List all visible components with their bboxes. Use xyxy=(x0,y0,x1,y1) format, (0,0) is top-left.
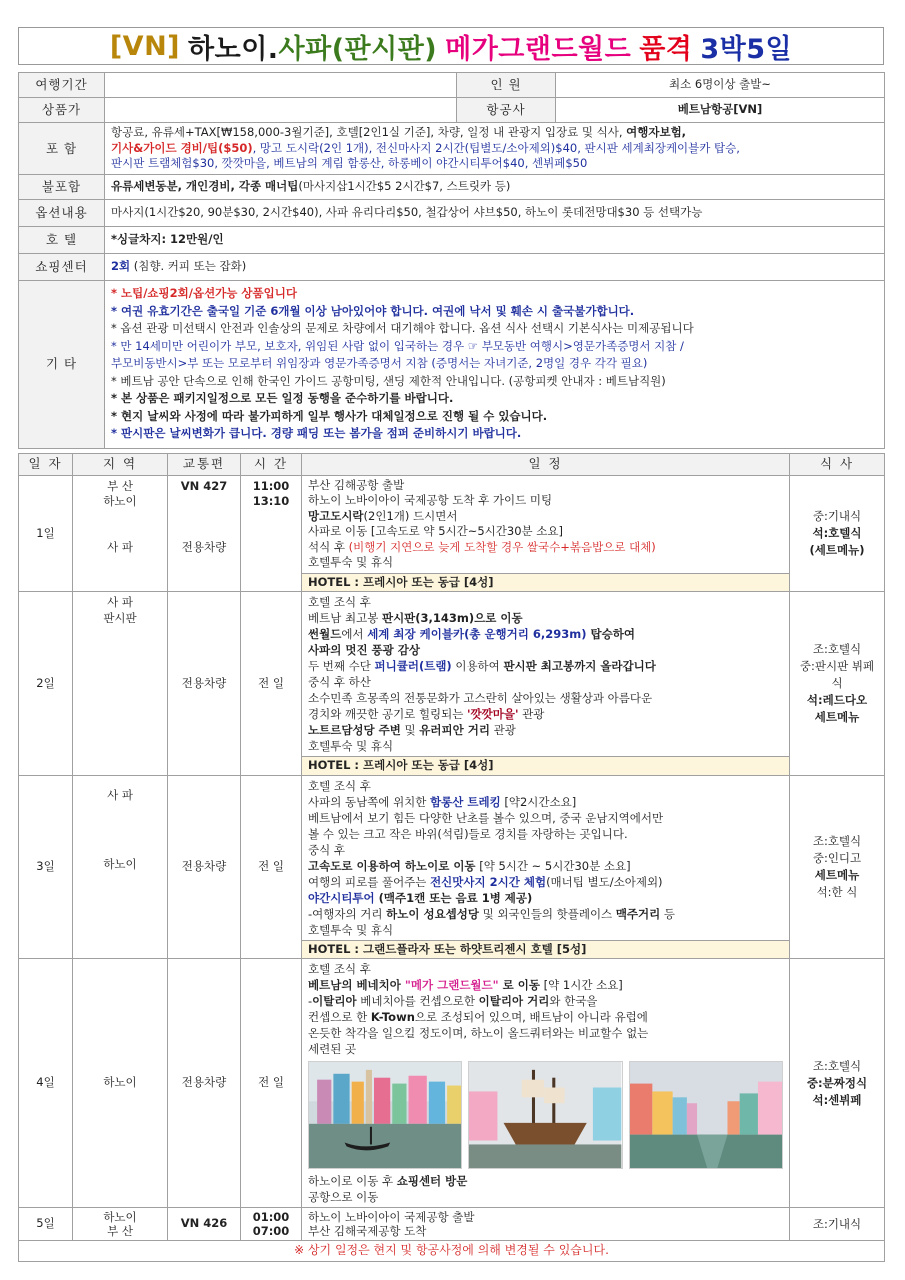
etc-note: * 판시판은 날씨변화가 큽니다. 경량 패딩 또는 봄가을 점퍼 준비하시기 바랍니다. xyxy=(111,426,522,441)
day4-region: 하노이 xyxy=(73,959,168,1208)
day5-label: 5일 xyxy=(19,1208,73,1241)
airline-label: 항공사 xyxy=(457,98,556,123)
day3-region: 사 파 하노이 xyxy=(73,775,168,959)
day5-transport: VN 426 xyxy=(168,1208,241,1241)
people-label: 인 원 xyxy=(457,73,556,98)
itinerary-page xyxy=(18,27,884,1262)
etc-note: * 만 14세미만 어린이가 부모, 보호자, 위임된 사람 없이 입국하는 경우 ☞ 부모동반 여행시>영문가족증명서 지참 / xyxy=(111,338,684,353)
etc-note: * 현지 날씨와 사정에 따라 불가피하게 일부 행사가 대체일정으로 진행 될 수 있습니다. xyxy=(111,408,548,423)
footnote-row xyxy=(19,1241,885,1262)
day2-transport: 전용차량 xyxy=(168,592,241,776)
day1-time: 11:00 13:10 xyxy=(241,475,302,592)
day3-transport: 전용차량 xyxy=(168,775,241,959)
ship-photo xyxy=(468,1061,622,1169)
day3-meal: 조:호텔식 중:인디고 세트메뉴 석:한 식 xyxy=(790,775,885,959)
day5-row xyxy=(19,1208,885,1241)
header-transport: 교통편 xyxy=(168,453,241,475)
shop-label: 쇼핑센터 xyxy=(19,253,105,280)
day2-region: 사 파 판시판 xyxy=(73,592,168,776)
info-table xyxy=(18,72,885,449)
day5-region: 하노이 부 산 xyxy=(73,1208,168,1241)
day3-time: 전 일 xyxy=(241,775,302,959)
title-hanoi: 하노이. xyxy=(188,33,279,65)
product-label: 상품가 xyxy=(19,98,105,123)
day3-label: 3일 xyxy=(19,775,73,959)
exclude-value: 유류세변동분, 개인경비, 각종 매너팁(마사지삽1시간$5 2시간$7, 스트릿카 등) xyxy=(105,174,885,199)
day1-schedule: 부산 김해공항 출발 하노이 노바이아이 국제공항 도착 후 가이드 미팅 망고도시락(2인1개) 드시면서 사파로 이동 [고속도로 약 5시간~5시간30분 소요] 석식 후 (비행기 지연으로 늦게 도착할 경우 쌀국수+볶음밥으로 대체) 호텔투숙 및 휴식 xyxy=(302,475,790,573)
exclude-label: 불포함 xyxy=(19,174,105,199)
header-schedule: 일 정 xyxy=(302,453,790,475)
day1-row xyxy=(19,475,885,573)
page-title xyxy=(18,27,884,65)
day4-row xyxy=(19,959,885,1208)
option-value: 마사지(1시간$20, 90분$30, 2시간$40), 사파 유리다리$50, 철갑상어 샤브$50, 하노이 롯데전망대$30 등 선택가능 xyxy=(105,199,885,226)
megagrandworld-photos xyxy=(308,1061,783,1169)
period-label: 여행기간 xyxy=(19,73,105,98)
day3-hotel: HOTEL : 그랜드플라자 또는 하얏트리젠시 호텔 [5성] xyxy=(302,940,790,959)
exclude-row xyxy=(19,174,885,199)
header-day: 일 자 xyxy=(19,453,73,475)
footnote: ※ 상기 일정은 현지 및 항공사정에 의해 변경될 수 있습니다. xyxy=(19,1241,885,1262)
day1-hotel: HOTEL : 프레시아 또는 동급 [4성] xyxy=(302,573,790,592)
day4-time: 전 일 xyxy=(241,959,302,1208)
airline-value: 베트남항공[VN] xyxy=(556,98,885,123)
shop-row xyxy=(19,253,885,280)
title-megagrandworld: 메가그랜드월드 xyxy=(445,33,632,65)
day2-schedule: 호텔 조식 후 베트남 최고봉 판시판(3,143m)으로 이동 썬월드에서 세계 최장 케이블카(총 운행거리 6,293m) 탑승하여 사파의 멋진 풍광 감상 두 번째 수단 퍼니큘러(트램) 이용하여 판시판 최고봉까지 올라갑니다 중식 후 하산 소수민족 흐몽족의 전통문화가 고스란히 살아있는 생활상과 아름다운 경치와 깨끗한 공기로 힐링되는 '깟깟마을' 관광 노트르담성당 주변 및 유러피안 거리 관광 호텔투숙 및 휴식 xyxy=(302,592,790,757)
product-value xyxy=(105,98,457,123)
day2-meal: 조:호텔식 중:판시판 뷔페식 석:레드다오 세트메뉴 xyxy=(790,592,885,776)
period-row xyxy=(19,73,885,98)
day3-schedule: 호텔 조식 후 사파의 동남쪽에 위치한 함롱산 트레킹 [약2시간소요] 베트남에서 보기 힘든 다양한 난초를 볼수 있으며, 중국 운남지역에서만 볼 수 있는 크고 작은 바위(석림)들로 경치를 자랑하는 곳입니다. 중식 후 고속도로 이용하여 하노이로 이동 [약 5시간 ~ 5시간30분 소요] 여행의 피로를 풀어주는 전신맛사지 2시간 체험(매너팁 별도/소아제외) 야간시티투어 (맥주1캔 또는 음료 1병 제공) -여행자의 거리 하노이 성요셉성당 및 외국인들의 핫플레이스 맥주거리 등 호텔투숙 및 휴식 xyxy=(302,775,790,940)
day1-region: 부 산 하노이 사 파 xyxy=(73,475,168,592)
hotel-row xyxy=(19,226,885,253)
day5-schedule: 하노이 노바이아이 국제공항 출발 부산 김해국제공항 도착 xyxy=(302,1208,790,1241)
include-value: 항공료, 유류세+TAX[₩158,000-3월기준], 호텔[2인1실 기준], 차량, 일정 내 관광지 입장료 및 식사, 여행자보험, 기사&가이드 경비/팁($50), 망고 도시락(2인 1개), 전신마사지 2시간(팁별도/소아제외)$40, 판시판 세계최장케이블카 탑승, 판시판 트램체험$30, 깟깟마을, 베트남의 계림 함롱산, 하롱베이 야간시티투어$40, 센뷔페$50 xyxy=(105,123,885,175)
day4-meal: 조:호텔식 중:분짜정식 석:센뷔페 xyxy=(790,959,885,1208)
day5-time: 01:00 07:00 xyxy=(241,1208,302,1241)
day4-label: 4일 xyxy=(19,959,73,1208)
etc-note: * 노팁/쇼핑2회/옵션가능 상품입니다 xyxy=(111,286,297,301)
schedule-table xyxy=(18,453,885,1262)
title-duration: 3박5일 xyxy=(700,33,793,65)
day4-schedule: 호텔 조식 후 베트남의 베네치아 "메가 그랜드월드" 로 이동 [약 1시간 소요] -이탈리아 베네치아를 컨셉으로한 이탈리아 거리와 한국을 컨셉으로 한 K-Town으로 조성되어 있으며, 배트남이 아니라 유럽에 온듯한 착각을 일으킬 정도이며, 하노이 올드쿼터와는 비교할수 없는 세련된 곳 하노이로 이동 후 쇼핑센터 방문 공항으로 이동 xyxy=(302,959,790,1208)
etc-note: 부모비동반시>부 또는 모로부터 위임장과 영문가족증명서 지참 (증명서는 자녀기준, 2명일 경우 각각 필요) xyxy=(111,356,648,371)
option-row xyxy=(19,199,885,226)
etc-note: * 베트남 공안 단속으로 인해 한국인 가이드 공항미팅, 샌딩 제한적 안내입니다. (공항피켓 안내자 : 베트남직원) xyxy=(111,373,666,388)
day3-row xyxy=(19,775,885,940)
header-time: 시 간 xyxy=(241,453,302,475)
hotel-value: *싱글차지: 12만원/인 xyxy=(105,226,885,253)
etc-label: 기 타 xyxy=(19,280,105,448)
hotel-label: 호 텔 xyxy=(19,226,105,253)
etc-note: * 여권 유효기간은 출국일 기준 6개월 이상 남아있어야 합니다. 여권에 낙서 및 훼손 시 출국불가합니다. xyxy=(111,303,635,318)
header-region: 지 역 xyxy=(73,453,168,475)
day2-row xyxy=(19,592,885,757)
day5-meal: 조:기내식 xyxy=(790,1208,885,1241)
day2-hotel: HOTEL : 프레시아 또는 동급 [4성] xyxy=(302,757,790,776)
title-vn: [VN] xyxy=(109,30,181,62)
title-premium: 품격 xyxy=(639,33,693,65)
venice-canal-photo xyxy=(308,1061,462,1169)
period-value xyxy=(105,73,457,98)
day2-time: 전 일 xyxy=(241,592,302,776)
people-value: 최소 6명이상 출발~ xyxy=(556,73,885,98)
product-row xyxy=(19,98,885,123)
day1-label: 1일 xyxy=(19,475,73,592)
include-label: 포 함 xyxy=(19,123,105,175)
title-sapa: 사파(판시판) xyxy=(278,33,438,65)
schedule-header xyxy=(19,453,885,475)
day1-transport: VN 427 전용차량 xyxy=(168,475,241,592)
italian-street-photo xyxy=(629,1061,783,1169)
option-label: 옵션내용 xyxy=(19,199,105,226)
header-meal: 식 사 xyxy=(790,453,885,475)
etc-note: * 본 상품은 패키지일정으로 모든 일정 동행을 준수하기를 바랍니다. xyxy=(111,391,454,406)
day2-label: 2일 xyxy=(19,592,73,776)
day4-transport: 전용차량 xyxy=(168,959,241,1208)
include-row xyxy=(19,123,885,175)
etc-notes xyxy=(105,280,885,448)
shop-value: 2회 (침향. 커피 또는 잡화) xyxy=(105,253,885,280)
day1-meal: 중:기내식 석:호텔식 (세트메뉴) xyxy=(790,475,885,592)
etc-row xyxy=(19,280,885,448)
etc-note: * 옵션 관광 미선택시 안전과 인솔상의 문제로 차량에서 대기해야 합니다. 옵션 식사 선택시 기본식사는 미제공됩니다 xyxy=(111,321,694,336)
